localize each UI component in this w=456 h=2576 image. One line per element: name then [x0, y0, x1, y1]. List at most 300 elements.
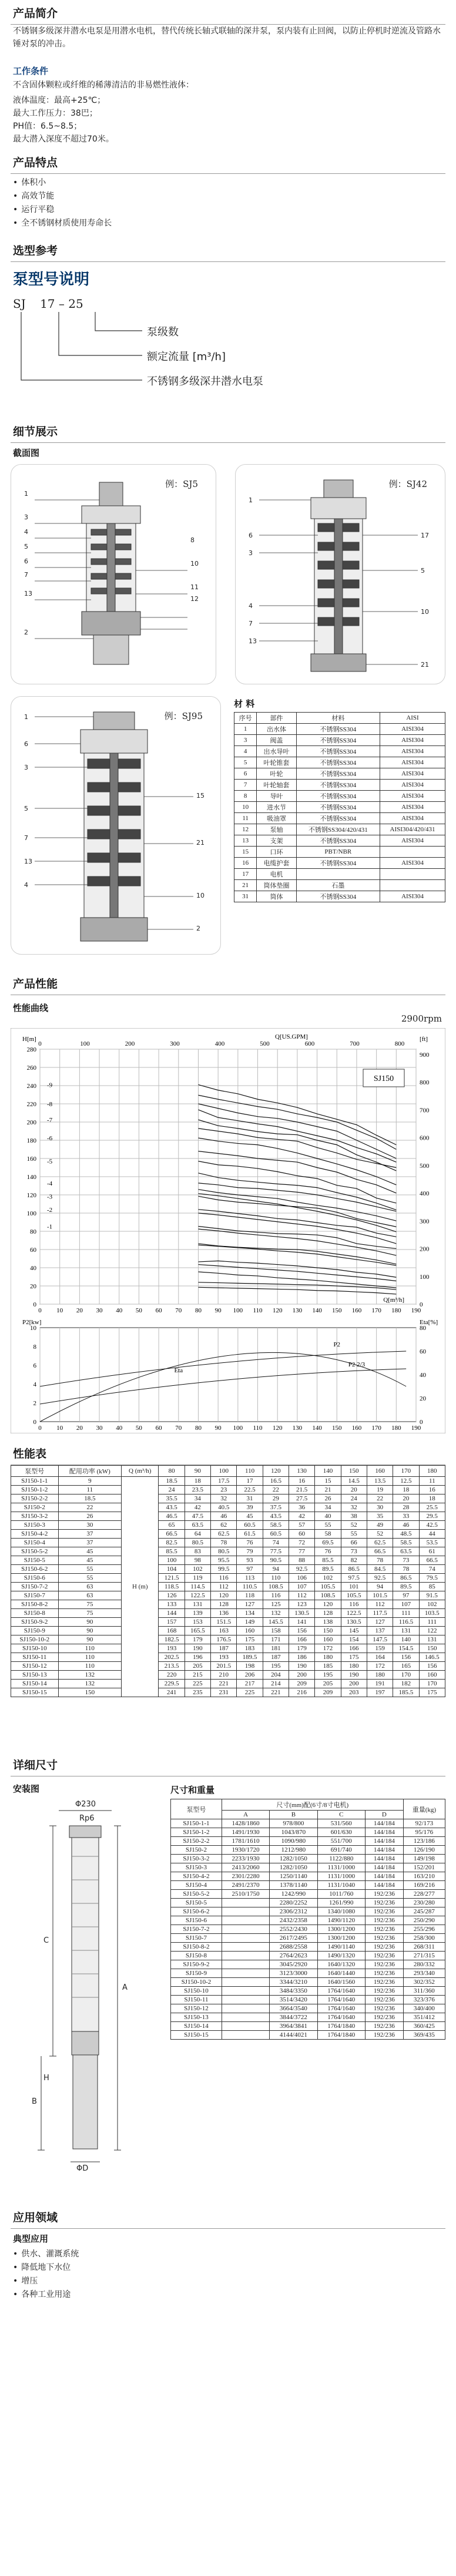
table-cell: 141 [289, 1618, 315, 1627]
perf-row [11, 1574, 445, 1583]
size-row [171, 1969, 445, 1978]
callouts-left [24, 713, 32, 889]
dim-label: C [43, 1936, 49, 1945]
table-cell: 351/412 [403, 2013, 445, 2022]
table-header: 180 [419, 1466, 445, 1477]
table-cell: 82.5 [159, 1539, 185, 1547]
table-cell: 1781/1610 [222, 1837, 269, 1846]
table-cell: 62.5 [211, 1530, 237, 1539]
dim-label: B [32, 2097, 37, 2106]
table-cell: 120 [211, 1591, 237, 1600]
table-cell: 91.5 [419, 1591, 445, 1600]
table-cell: 3045/2920 [270, 1960, 317, 1969]
table-cell: 18 [393, 1486, 419, 1494]
table-cell: SJ150-9-2 [171, 1960, 222, 1969]
table-cell: 3344/3210 [270, 1978, 317, 1987]
condition-item: 最大潜入深度不超过70米。 [13, 135, 114, 144]
dim-label: A [122, 1983, 128, 1992]
y-tick-label: 160 [26, 1156, 36, 1163]
table-cell: 121.5 [159, 1574, 185, 1583]
table-cell: 118 [237, 1591, 263, 1600]
eta-axis-label: Eta[%] [420, 1319, 438, 1326]
table-header: 140 [315, 1466, 341, 1477]
material-row [234, 813, 445, 824]
section-card-sj95 [11, 696, 221, 955]
table-cell: 57 [289, 1521, 315, 1530]
size-heading: 尺寸和重量 [170, 1785, 215, 1795]
table-cell: 1340/1080 [317, 1907, 365, 1916]
application-heading: 应用领域 [11, 2209, 445, 2229]
x-tick-label: 180 [391, 1307, 401, 1314]
table-cell: 31 [234, 891, 257, 902]
callouts-right [190, 536, 199, 603]
table-cell: 192/236 [365, 1907, 403, 1916]
table-cell: 12.5 [393, 1477, 419, 1486]
table-cell: 30 [58, 1521, 121, 1530]
table-cell: 192/236 [365, 2004, 403, 2013]
table-cell: SJ150-2 [11, 1503, 59, 1512]
table-cell: 144/184 [365, 1837, 403, 1846]
x2-tick-label: 700 [350, 1040, 360, 1047]
table-header: 泵型号 [11, 1466, 59, 1477]
feature-item: • 运行平稳 [21, 203, 112, 217]
performance-heading: 产品性能 [11, 975, 445, 995]
table-cell: 110 [58, 1653, 121, 1662]
table-cell: 不锈钢SS304 [296, 757, 380, 768]
x-tick-label: 180 [391, 1425, 401, 1432]
size-row [171, 1960, 445, 1969]
table-cell: 1764/1840 [317, 2031, 365, 2040]
table-cell: 3844/3722 [270, 2013, 317, 2022]
table-cell: 94 [367, 1583, 393, 1591]
table-cell [222, 2031, 269, 2040]
table-cell: 78 [211, 1539, 237, 1547]
table-cell: 1242/990 [270, 1890, 317, 1899]
table-cell: 111 [419, 1618, 445, 1627]
table-cell: 12 [234, 824, 257, 835]
perf-row [11, 1521, 445, 1530]
size-row [171, 1934, 445, 1943]
table-cell: 不锈钢SS304 [296, 735, 380, 746]
table-cell: 16 [419, 1486, 445, 1494]
table-cell: 127 [367, 1618, 393, 1627]
feature-item: • 体积小 [21, 176, 112, 190]
table-cell: 16 [234, 858, 257, 869]
x-tick-label: 70 [175, 1425, 182, 1432]
table-header: 120 [263, 1466, 289, 1477]
table-cell: 101 [341, 1583, 367, 1591]
callout: 8 [190, 536, 195, 544]
dim-label: H [43, 2074, 49, 2083]
table-cell: 192/236 [365, 1969, 403, 1978]
table-cell: 38 [341, 1512, 367, 1521]
table-cell: 13.5 [367, 1477, 393, 1486]
table-cell: 205 [315, 1680, 341, 1688]
materials-table [234, 712, 445, 902]
perf-row [11, 1600, 445, 1609]
table-cell: 97.5 [341, 1574, 367, 1583]
table-cell: 180 [315, 1653, 341, 1662]
table-cell: 160 [419, 1671, 445, 1680]
table-cell: 130.5 [341, 1618, 367, 1627]
table-cell: 190 [341, 1671, 367, 1680]
table-cell: SJ150-3-2 [11, 1512, 59, 1521]
table-cell: 180 [341, 1662, 367, 1671]
table-cell: 43.5 [263, 1512, 289, 1521]
table-cell: 156 [289, 1627, 315, 1635]
table-cell: 133 [159, 1600, 185, 1609]
condition-item: PH值：6.5~8.5； [13, 122, 82, 131]
perf-row [11, 1627, 445, 1635]
table-cell: 2306/2312 [270, 1907, 317, 1916]
table-cell [222, 1916, 269, 1925]
table-cell: 200 [289, 1671, 315, 1680]
material-row [234, 858, 445, 869]
table-cell: 195 [263, 1662, 289, 1671]
table-cell: 49 [367, 1521, 393, 1530]
table-cell: 100 [159, 1556, 185, 1565]
stage-label: -7 [47, 1117, 53, 1124]
table-cell: 144/184 [365, 1855, 403, 1863]
table-cell: 30 [367, 1503, 393, 1512]
table-cell: 280/332 [403, 1960, 445, 1969]
table-cell: 235 [185, 1688, 210, 1697]
table-cell: 45 [58, 1547, 121, 1556]
y-tick-label: 40 [30, 1265, 36, 1272]
table-cell: 64 [185, 1530, 210, 1539]
performance-curve-chart [11, 1028, 445, 1433]
table-cell: 134 [237, 1609, 263, 1618]
eta-tick-label: 80 [420, 1325, 426, 1332]
table-cell: 107 [289, 1583, 315, 1591]
table-cell: 151.5 [211, 1618, 237, 1627]
callout: 15 [196, 792, 204, 800]
table-cell: 193 [159, 1644, 185, 1653]
material-row [234, 802, 445, 813]
x-tick-label: 50 [135, 1425, 142, 1432]
table-cell: 24 [159, 1486, 185, 1494]
table-cell: SJ150-3-2 [171, 1855, 222, 1863]
table-cell: SJ150-12 [11, 1662, 59, 1671]
table-cell: 105.5 [341, 1591, 367, 1600]
table-cell: 61.5 [237, 1530, 263, 1539]
size-row [171, 2004, 445, 2013]
table-cell: 11 [419, 1477, 445, 1486]
table-cell: 108.5 [315, 1591, 341, 1600]
size-row [171, 1916, 445, 1925]
perf-row [11, 1494, 445, 1503]
x-tick-label: 0 [38, 1425, 42, 1432]
table-cell: 152/201 [403, 1863, 445, 1872]
table-cell: 131 [185, 1600, 210, 1609]
table-header: 110 [237, 1466, 263, 1477]
table-cell: 84.5 [367, 1565, 393, 1574]
table-cell: 157 [159, 1618, 185, 1627]
table-cell: 200 [341, 1680, 367, 1688]
table-cell: 192/236 [365, 1960, 403, 1969]
table-cell: 171 [263, 1635, 289, 1644]
table-cell: AISI304 [380, 724, 445, 735]
table-cell: 168 [159, 1627, 185, 1635]
table-cell: 127 [237, 1600, 263, 1609]
x-tick-label: 60 [155, 1425, 162, 1432]
table-header: 150 [341, 1466, 367, 1477]
y-tick-label: 240 [26, 1083, 36, 1090]
table-cell: 74 [263, 1539, 289, 1547]
table-cell: 116 [211, 1574, 237, 1583]
table-cell: 92.5 [289, 1565, 315, 1574]
x-tick-label: 30 [96, 1425, 103, 1432]
table-cell: 17.5 [211, 1477, 237, 1486]
table-cell [222, 1987, 269, 1996]
x2-tick-label: 500 [260, 1040, 270, 1047]
table-cell: 175 [237, 1635, 263, 1644]
install-drawing [18, 1798, 147, 2179]
table-cell: 691/740 [317, 1846, 365, 1855]
table-cell: 37 [58, 1539, 121, 1547]
table-cell: 60.5 [237, 1521, 263, 1530]
table-cell [222, 2022, 269, 2031]
application-item: • 降低地下水位 [21, 2261, 79, 2275]
table-cell: 2432/2358 [270, 1916, 317, 1925]
table-cell: SJ150-7 [11, 1591, 59, 1600]
table-cell: 63.5 [393, 1547, 419, 1556]
size-row [171, 2022, 445, 2031]
table-cell: H (m) [122, 1477, 159, 1697]
table-cell: 120 [315, 1600, 341, 1609]
table-cell: 筒体 [257, 891, 296, 902]
table-cell: 电机 [257, 869, 296, 880]
table-cell: 86.5 [341, 1565, 367, 1574]
table-cell: 170 [393, 1671, 419, 1680]
table-cell: 159 [367, 1644, 393, 1653]
table-cell: 85 [419, 1583, 445, 1591]
callout: 6 [249, 532, 253, 539]
table-cell: 24 [341, 1494, 367, 1503]
table-cell [222, 2013, 269, 2022]
table-cell: 35 [367, 1512, 393, 1521]
table-cell: 23 [211, 1486, 237, 1494]
table-cell: 39 [237, 1503, 263, 1512]
table-cell: 2764/2623 [270, 1952, 317, 1960]
table-cell: 165.5 [185, 1627, 210, 1635]
table-cell: 107 [393, 1600, 419, 1609]
material-row [234, 780, 445, 791]
table-cell: 209 [315, 1688, 341, 1697]
table-cell: 185 [315, 1662, 341, 1671]
table-cell: 78 [393, 1565, 419, 1574]
table-cell: 9 [58, 1477, 121, 1486]
size-row [171, 1872, 445, 1881]
callout: 13 [24, 858, 32, 865]
table-cell: 46 [393, 1521, 419, 1530]
table-cell: 197 [367, 1688, 393, 1697]
intro-heading: 产品简介 [11, 5, 445, 25]
size-row [171, 1819, 445, 1828]
x-tick-label: 120 [272, 1307, 283, 1314]
perf-table-heading: 性能表 [11, 1445, 445, 1465]
table-cell: AISI304 [380, 757, 445, 768]
y2-tick-label: 500 [420, 1162, 430, 1170]
table-cell: 37.5 [263, 1503, 289, 1512]
table-cell: 112 [211, 1583, 237, 1591]
table-cell: 62.5 [367, 1539, 393, 1547]
x-tick-label: 50 [135, 1307, 142, 1314]
x-tick-label: 130 [292, 1425, 303, 1432]
stage-label: -3 [47, 1193, 53, 1201]
table-cell: SJ150-2 [171, 1846, 222, 1855]
table-cell: 192/236 [365, 1978, 403, 1987]
size-row [171, 1881, 445, 1890]
x-tick-label: 80 [195, 1425, 202, 1432]
table-cell: 10 [234, 802, 257, 813]
table-cell: 泵轴 [257, 824, 296, 835]
table-cell: AISI304/420/431 [380, 824, 445, 835]
x-tick-label: 160 [351, 1425, 362, 1432]
stage-label: -9 [47, 1082, 53, 1089]
table-cell: 360/425 [403, 2022, 445, 2031]
table-cell: 116.5 [393, 1618, 419, 1627]
table-cell: 不锈钢SS304 [296, 802, 380, 813]
table-cell: AISI304 [380, 768, 445, 780]
table-cell: 132 [263, 1609, 289, 1618]
table-cell: 192/236 [365, 1925, 403, 1934]
y2-tick-label: 200 [420, 1245, 430, 1253]
table-cell: 19 [367, 1486, 393, 1494]
p-tick-label: 10 [30, 1325, 36, 1332]
table-header: 部件 [257, 713, 296, 724]
material-row [234, 847, 445, 858]
table-cell: 不锈钢SS304/420/431 [296, 824, 380, 835]
p-tick-label: 6 [33, 1362, 36, 1369]
code-series: SJ [13, 297, 26, 311]
table-cell: SJ150-13 [171, 2013, 222, 2022]
table-cell: SJ150-9 [171, 1969, 222, 1978]
table-cell: 192/236 [365, 1987, 403, 1996]
table-cell: 220 [159, 1671, 185, 1680]
y2-tick-label: 100 [420, 1273, 430, 1281]
table-cell: SJ150-8-2 [11, 1600, 59, 1609]
table-cell: 1212/980 [270, 1846, 317, 1855]
callout: 12 [190, 595, 199, 603]
table-cell: 154 [341, 1635, 367, 1644]
table-cell: 89.5 [315, 1565, 341, 1574]
table-cell: 61 [419, 1547, 445, 1556]
table-cell: AISI304 [380, 780, 445, 791]
x-tick-label: 130 [292, 1307, 303, 1314]
y-tick-label: 140 [26, 1174, 36, 1181]
table-cell: 40 [315, 1512, 341, 1521]
table-cell: 241 [159, 1688, 185, 1697]
table-cell: 144 [159, 1609, 185, 1618]
table-header: 80 [159, 1466, 185, 1477]
x-tick-label: 40 [116, 1425, 123, 1432]
feature-item: • 全不锈钢材质使用寿命长 [21, 217, 112, 230]
table-cell: 215 [185, 1671, 210, 1680]
table-cell: 27.5 [289, 1494, 315, 1503]
table-cell: 66.5 [367, 1547, 393, 1556]
table-cell: 1764/1640 [317, 1996, 365, 2004]
table-cell: 1090/980 [270, 1837, 317, 1846]
callout: 21 [196, 839, 204, 847]
table-cell: 122.5 [341, 1609, 367, 1618]
table-cell: 175 [341, 1653, 367, 1662]
table-cell: 302/352 [403, 1978, 445, 1987]
table-cell: 126/190 [403, 1846, 445, 1855]
x-tick-label: 140 [312, 1307, 322, 1314]
table-cell: 1764/1640 [317, 1987, 365, 1996]
table-cell: SJ150-9-2 [11, 1618, 59, 1627]
table-cell: 46.5 [159, 1512, 185, 1521]
table-cell: SJ150-3 [171, 1863, 222, 1872]
table-cell: 139 [185, 1609, 210, 1618]
table-cell: 不锈钢SS304 [296, 891, 380, 902]
table-cell: 163 [211, 1627, 237, 1635]
callout: 10 [421, 608, 429, 616]
table-cell: SJ150-7-2 [171, 1925, 222, 1934]
table-cell: 185.5 [393, 1688, 419, 1697]
table-cell: 1428/1860 [222, 1819, 269, 1828]
callout: 1 [249, 496, 253, 504]
callout: 7 [249, 620, 253, 627]
table-cell: 不锈钢SS304 [296, 835, 380, 847]
table-cell: 213.5 [159, 1662, 185, 1671]
application-item: • 供水、灌溉系统 [21, 2248, 79, 2261]
table-cell: 340/400 [403, 2004, 445, 2013]
table-cell: 293/340 [403, 1969, 445, 1978]
table-cell: 132 [58, 1680, 121, 1688]
table-cell: 228/277 [403, 1890, 445, 1899]
table-cell: 158 [263, 1627, 289, 1635]
table-cell: 18.5 [58, 1494, 121, 1503]
p-tick-label: 4 [33, 1381, 36, 1388]
perf-row [11, 1609, 445, 1618]
stage-label: -2 [47, 1206, 53, 1214]
callout: 10 [190, 560, 199, 567]
size-row [171, 1925, 445, 1934]
table-cell: 190 [185, 1644, 210, 1653]
conditions-heading: 工作条件 [13, 66, 49, 76]
perf-row [11, 1653, 445, 1662]
table-header: 泵型号 [171, 1799, 222, 1819]
table-cell: 144/184 [365, 1846, 403, 1855]
feature-item: • 高效节能 [21, 190, 112, 203]
table-cell: 114.5 [185, 1583, 210, 1591]
install-outline [18, 1798, 147, 2179]
table-cell: 229.5 [159, 1680, 185, 1688]
x-tick-label: 110 [253, 1307, 263, 1314]
table-cell: 146.5 [419, 1653, 445, 1662]
table-cell: 130.5 [289, 1609, 315, 1618]
table-cell: SJ150-10 [171, 1987, 222, 1996]
table-cell: 45 [58, 1556, 121, 1565]
example-label: 例：SJ95 [164, 711, 203, 721]
table-cell: 1640/1440 [317, 1969, 365, 1978]
x-tick-label: 0 [38, 1307, 42, 1314]
features-heading: 产品特点 [11, 154, 445, 174]
model-leader-lines [13, 297, 189, 385]
y-tick-label: 200 [26, 1119, 36, 1126]
table-cell: 126 [159, 1591, 185, 1600]
p-tick-label: 2 [33, 1400, 36, 1407]
perf-row [11, 1547, 445, 1556]
table-cell: 601/630 [317, 1828, 365, 1837]
table-cell: 182 [393, 1680, 419, 1688]
table-cell: SJ150-4-2 [171, 1872, 222, 1881]
y-tick-label: 260 [26, 1064, 36, 1072]
table-cell: 97 [237, 1565, 263, 1574]
table-cell: 2233/1930 [222, 1855, 269, 1863]
